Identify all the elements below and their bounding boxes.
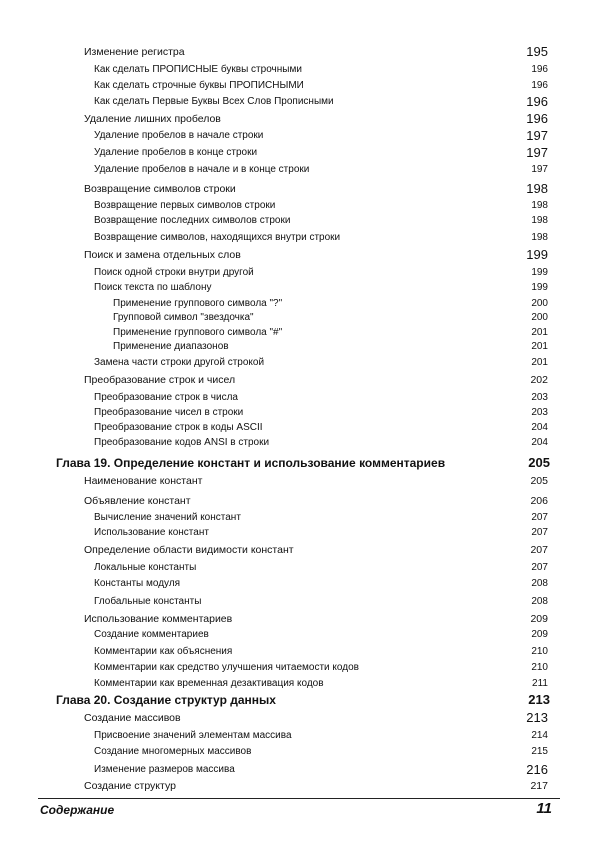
- toc-entry: [0, 525, 600, 541]
- toc-entry: [0, 62, 600, 78]
- toc-entry-title: Возвращение символов строки: [84, 183, 236, 195]
- toc-entry-title: Поиск и замена отдельных слов: [84, 249, 241, 261]
- toc-entry-page: 211: [532, 678, 548, 689]
- toc-entry: [0, 493, 600, 509]
- toc-entry: [0, 660, 600, 676]
- toc-entry-page: 195: [526, 44, 548, 59]
- toc-entry: [0, 778, 600, 794]
- toc-entry-page: 203: [531, 392, 548, 403]
- toc-entry-title: Глава 19. Определение констант и использование комментариев: [56, 456, 446, 470]
- toc-entry-title: Возвращение последних символов строки: [94, 215, 291, 226]
- toc-entry: [0, 230, 600, 246]
- toc-entry-title: Поиск одной строки внутри другой: [94, 267, 254, 278]
- toc-entry-title: Замена части строки другой строкой: [94, 357, 265, 368]
- toc-entry: [0, 473, 600, 489]
- toc-entry: [0, 510, 600, 526]
- toc-entry: [0, 420, 600, 436]
- toc-entry-page: 196: [526, 111, 548, 126]
- toc-entry-title: Удаление пробелов в начале строки: [94, 130, 264, 141]
- toc-entry-title: Глобальные константы: [94, 596, 202, 607]
- toc-entry-title: Поиск текста по шаблону: [94, 282, 212, 293]
- chapter-heading: [0, 455, 600, 471]
- toc-entry-title: Комментарии как средство улучшения читаемости кодов: [94, 662, 359, 673]
- toc-entry: [0, 676, 600, 692]
- toc-entry-title: Вычисление значений констант: [94, 512, 241, 523]
- toc-entry-page: 213: [526, 710, 548, 725]
- toc-entry-page: 201: [531, 357, 548, 368]
- toc-entry-page: 196: [531, 64, 548, 75]
- toc-entry-title: Локальные константы: [94, 562, 197, 573]
- toc-entry-page: 196: [531, 80, 548, 91]
- toc-entry-page: 207: [531, 562, 548, 573]
- toc-entry-page: 199: [531, 282, 548, 293]
- toc-entry-title: Преобразование чисел в строки: [94, 407, 244, 418]
- toc-entry-title: Присвоение значений элементам массива: [94, 730, 292, 741]
- toc-entry-page: 215: [531, 746, 548, 757]
- toc-entry: [0, 710, 600, 726]
- footer-section-title: Содержание: [40, 803, 115, 817]
- toc-entry-title: Комментарии как временная дезактивация кодов: [94, 678, 324, 689]
- toc-entry: [0, 355, 600, 371]
- toc-entry-page: 208: [531, 596, 548, 607]
- toc-entry-title: Как сделать строчные буквы ПРОПИСНЫМИ: [94, 80, 304, 91]
- toc-entry-page: 207: [531, 527, 548, 538]
- toc-entry: [0, 644, 600, 660]
- toc-entry-page: 198: [526, 181, 548, 196]
- toc-entry-title: Использование констант: [94, 527, 209, 538]
- toc-entry: [0, 762, 600, 778]
- toc-entry-page: 207: [530, 544, 548, 556]
- toc-entry-title: Глава 20. Создание структур данных: [56, 693, 276, 707]
- toc-entry-page: 198: [531, 232, 548, 243]
- toc-entry-title: Как сделать ПРОПИСНЫЕ буквы строчными: [94, 64, 302, 75]
- toc-entry: [0, 560, 600, 576]
- toc-entry-title: Создание комментариев: [94, 629, 209, 640]
- chapter-heading: [0, 692, 600, 708]
- toc-entry-title: Комментарии как объяснения: [94, 646, 233, 657]
- toc-entry-page: 197: [526, 145, 548, 160]
- toc-entry-page: 217: [530, 780, 548, 792]
- toc-entry: [0, 390, 600, 406]
- toc-entry-page: 213: [528, 692, 550, 707]
- toc-entry: [0, 728, 600, 744]
- toc-entry: [0, 594, 600, 610]
- toc-entry-page: 209: [531, 629, 548, 640]
- toc-entry-page: 199: [531, 267, 548, 278]
- toc-entry-title: Удаление пробелов в конце строки: [94, 147, 258, 158]
- toc-entry-page: 216: [526, 762, 548, 777]
- toc-entry-title: Как сделать Первые Буквы Всех Слов Прописными: [94, 96, 334, 107]
- toc-entry: [0, 213, 600, 229]
- toc-entry-page: 199: [526, 247, 548, 262]
- toc-entry: [0, 145, 600, 161]
- toc-entry-title: Изменение размеров массива: [94, 764, 235, 775]
- toc-entry: [0, 576, 600, 592]
- toc-entry-title: Возвращение первых символов строки: [94, 200, 276, 211]
- toc-entry-title: Константы модуля: [94, 578, 181, 589]
- toc-entry-title: Преобразование кодов ANSI в строки: [94, 437, 270, 448]
- toc-entry-title: Создание многомерных массивов: [94, 746, 252, 757]
- toc-entry-title: Наименование констант: [84, 475, 203, 487]
- toc-entry-page: 196: [526, 94, 548, 109]
- toc-entry-page: 210: [531, 646, 548, 657]
- toc-entry: [0, 310, 600, 326]
- toc-entry-title: Использование комментариев: [84, 613, 233, 625]
- toc-entry-page: 204: [531, 437, 548, 448]
- toc-entry-page: 197: [531, 164, 548, 175]
- footer-divider: [38, 798, 560, 799]
- toc-entry: [0, 128, 600, 144]
- toc-entry: [0, 339, 600, 355]
- toc-entry-title: Преобразование строк в числа: [94, 392, 238, 403]
- toc-entry: [0, 162, 600, 178]
- toc-entry: [0, 372, 600, 388]
- toc-entry: [0, 627, 600, 643]
- toc-entry-title: Преобразование строк в коды ASCII: [94, 422, 263, 433]
- toc-entry-title: Объявление констант: [84, 495, 191, 507]
- toc-entry-page: 200: [531, 298, 548, 309]
- toc-entry-title: Определение области видимости констант: [84, 544, 294, 556]
- toc-entry-title: Групповой символ "звездочка": [113, 312, 254, 323]
- toc-entry: [0, 78, 600, 94]
- toc-entry: [0, 435, 600, 451]
- toc-entry-page: 210: [531, 662, 548, 673]
- toc-entry-page: 203: [531, 407, 548, 418]
- toc-entry: [0, 265, 600, 281]
- toc-entry-page: 204: [531, 422, 548, 433]
- toc-entry: [0, 44, 600, 60]
- toc-entry-page: 197: [526, 128, 548, 143]
- toc-entry: [0, 247, 600, 263]
- toc-entry: [0, 405, 600, 421]
- toc-entry-title: Применение группового символа "#": [113, 327, 283, 338]
- toc-entry-page: 198: [531, 215, 548, 226]
- toc-entry-title: Создание структур: [84, 780, 176, 792]
- toc-entry-title: Возвращение символов, находящихся внутри строки: [94, 232, 341, 243]
- toc-entry: [0, 111, 600, 127]
- toc-entry-title: Применение группового символа "?": [113, 298, 283, 309]
- toc-entry-page: 208: [531, 578, 548, 589]
- toc-entry-title: Применение диапазонов: [113, 341, 229, 352]
- toc-entry-page: 202: [530, 374, 548, 386]
- toc-entry: [0, 611, 600, 627]
- toc-entry-page: 209: [530, 613, 548, 625]
- footer-page-number: 11: [536, 800, 552, 817]
- toc-entry: [0, 744, 600, 760]
- toc-entry-page: 214: [531, 730, 548, 741]
- toc-entry-title: Создание массивов: [84, 712, 181, 724]
- toc-entry-page: 200: [531, 312, 548, 323]
- toc-entry-page: 198: [531, 200, 548, 211]
- toc-entry-title: Удаление пробелов в начале и в конце строки: [94, 164, 310, 175]
- toc-entry-page: 205: [530, 475, 548, 487]
- toc-entry: [0, 94, 600, 110]
- toc-entry: [0, 542, 600, 558]
- toc-entry-title: Преобразование строк и чисел: [84, 374, 236, 386]
- toc-entry-page: 201: [531, 341, 548, 352]
- toc-entry: [0, 280, 600, 296]
- toc-entry: [0, 198, 600, 214]
- toc-entry-page: 201: [531, 327, 548, 338]
- toc-entry: [0, 181, 600, 197]
- toc-entry-page: 205: [528, 455, 550, 470]
- toc-entry-page: 206: [530, 495, 548, 507]
- toc-entry-page: 207: [531, 512, 548, 523]
- toc-entry-title: Изменение регистра: [84, 46, 185, 58]
- toc-entry-title: Удаление лишних пробелов: [84, 113, 221, 125]
